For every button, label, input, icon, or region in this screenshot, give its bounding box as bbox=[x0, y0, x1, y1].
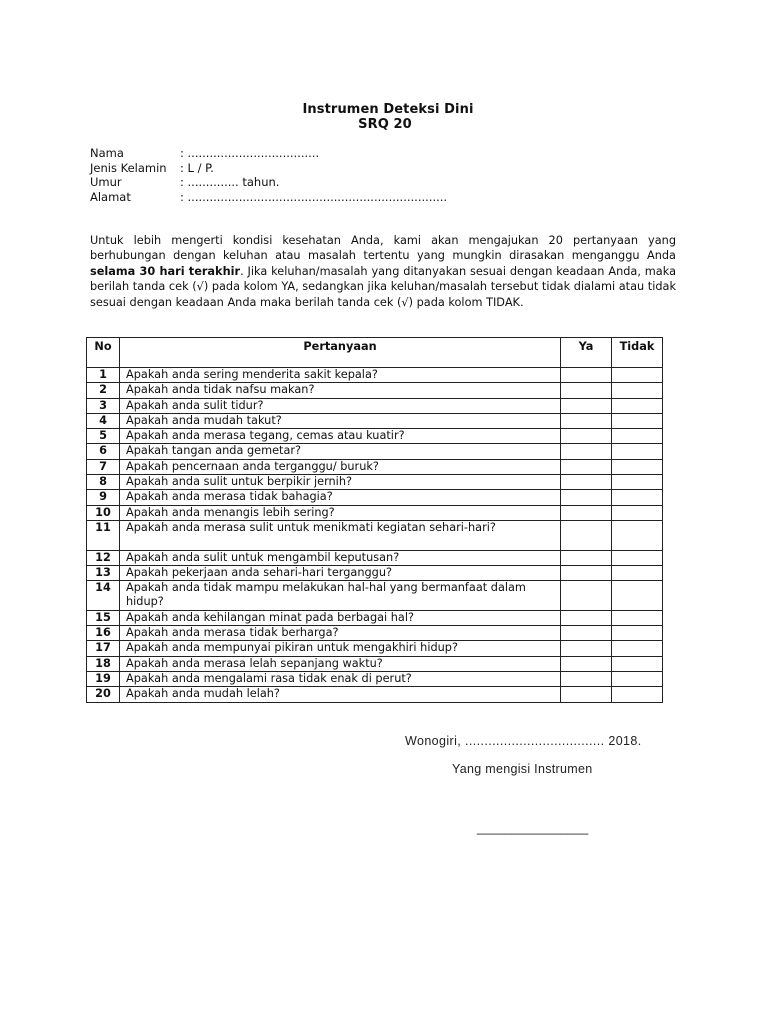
identity-section bbox=[90, 146, 447, 204]
instructions-text-1: Untuk lebih mengerti kondisi kesehatan Anda, kami akan mengajukan 20 pertanyaan yang berhubungan dengan keluhan atau masalah tertentu yang mungkin dirasakan menganggu Anda bbox=[90, 234, 676, 263]
question-text: Apakah anda sulit untuk mengambil keputusan? bbox=[120, 550, 561, 565]
table-row bbox=[87, 687, 663, 702]
answer-ya-cell[interactable] bbox=[561, 550, 612, 565]
answer-tidak-cell[interactable] bbox=[612, 656, 663, 671]
answer-tidak-cell[interactable] bbox=[612, 505, 663, 520]
question-text: Apakah anda sulit tidur? bbox=[120, 398, 561, 413]
table-row bbox=[87, 398, 663, 413]
question-number: 2 bbox=[87, 383, 120, 398]
table-row bbox=[87, 565, 663, 580]
question-text: Apakah anda merasa sulit untuk menikmati kegiatan sehari-hari? bbox=[120, 520, 561, 550]
answer-tidak-cell[interactable] bbox=[612, 398, 663, 413]
question-text: Apakah pekerjaan anda sehari-hari terganggu? bbox=[120, 565, 561, 580]
answer-ya-cell[interactable] bbox=[561, 398, 612, 413]
answer-tidak-cell[interactable] bbox=[612, 475, 663, 490]
question-text: Apakah anda kehilangan minat pada berbagai hal? bbox=[120, 610, 561, 625]
identity-label: Alamat bbox=[90, 189, 131, 204]
question-number: 17 bbox=[87, 641, 120, 656]
answer-ya-cell[interactable] bbox=[561, 641, 612, 656]
answer-tidak-cell[interactable] bbox=[612, 490, 663, 505]
answer-ya-cell[interactable] bbox=[561, 520, 612, 550]
table-row bbox=[87, 610, 663, 625]
answer-ya-cell[interactable] bbox=[561, 687, 612, 702]
place-date: Wonogiri, .................................... 2018. bbox=[405, 734, 642, 748]
answer-ya-cell[interactable] bbox=[561, 383, 612, 398]
table-row bbox=[87, 505, 663, 520]
question-number: 5 bbox=[87, 429, 120, 444]
question-text: Apakah anda merasa tidak berharga? bbox=[120, 626, 561, 641]
answer-ya-cell[interactable] bbox=[561, 671, 612, 686]
identity-label: Nama bbox=[90, 146, 124, 160]
question-number: 4 bbox=[87, 413, 120, 428]
answer-tidak-cell[interactable] bbox=[612, 626, 663, 641]
header-no: No bbox=[87, 338, 120, 368]
table-row bbox=[87, 641, 663, 656]
identity-row-name bbox=[90, 146, 447, 161]
answer-tidak-cell[interactable] bbox=[612, 581, 663, 611]
answer-ya-cell[interactable] bbox=[561, 490, 612, 505]
answer-ya-cell[interactable] bbox=[561, 505, 612, 520]
table-row bbox=[87, 444, 663, 459]
question-number: 16 bbox=[87, 626, 120, 641]
question-text: Apakah anda merasa lelah sepanjang waktu? bbox=[120, 656, 561, 671]
question-text: Apakah anda mengalami rasa tidak enak di perut? bbox=[120, 671, 561, 686]
question-number: 10 bbox=[87, 505, 120, 520]
answer-ya-cell[interactable] bbox=[561, 656, 612, 671]
question-text: Apakah anda mudah takut? bbox=[120, 413, 561, 428]
header-question: Pertanyaan bbox=[120, 338, 561, 368]
answer-tidak-cell[interactable] bbox=[612, 671, 663, 686]
question-number: 19 bbox=[87, 671, 120, 686]
question-number: 1 bbox=[87, 368, 120, 383]
answer-ya-cell[interactable] bbox=[561, 429, 612, 444]
table-row bbox=[87, 429, 663, 444]
answer-ya-cell[interactable] bbox=[561, 610, 612, 625]
question-number: 7 bbox=[87, 459, 120, 474]
identity-row-address bbox=[90, 190, 447, 205]
question-number: 14 bbox=[87, 581, 120, 611]
answer-tidak-cell[interactable] bbox=[612, 413, 663, 428]
answer-tidak-cell[interactable] bbox=[612, 565, 663, 580]
question-text: Apakah anda merasa tegang, cemas atau kuatir? bbox=[120, 429, 561, 444]
table-row bbox=[87, 413, 663, 428]
question-text: Apakah anda mudah lelah? bbox=[120, 687, 561, 702]
question-number: 12 bbox=[87, 550, 120, 565]
document-subtitle: SRQ 20 bbox=[358, 117, 412, 132]
answer-ya-cell[interactable] bbox=[561, 413, 612, 428]
instructions-text-2: . Jika keluhan/masalah yang ditanyakan sesuai dengan keadaan Anda, maka berilah tanda cek (√) pada kolom YA, sedangkan jika keluhan/masalah tersebut tidak dialami atau tidak sesuai dengan keadaan Anda maka berilah tanda cek (√) pada kolom TIDAK. bbox=[90, 264, 676, 309]
answer-ya-cell[interactable] bbox=[561, 581, 612, 611]
question-text: Apakah anda tidak mampu melakukan hal-hal yang bermanfaat dalam hidup? bbox=[120, 581, 561, 611]
answer-ya-cell[interactable] bbox=[561, 459, 612, 474]
question-number: 9 bbox=[87, 490, 120, 505]
document-title: Instrumen Deteksi Dini bbox=[302, 102, 474, 117]
answer-tidak-cell[interactable] bbox=[612, 687, 663, 702]
question-text: Apakah anda sulit untuk berpikir jernih? bbox=[120, 475, 561, 490]
answer-tidak-cell[interactable] bbox=[612, 429, 663, 444]
signature-line[interactable]: ________________ bbox=[477, 821, 589, 835]
identity-value-age[interactable]: : .............. tahun. bbox=[180, 175, 280, 190]
question-text: Apakah anda mempunyai pikiran untuk mengakhiri hidup? bbox=[120, 641, 561, 656]
question-number: 11 bbox=[87, 520, 120, 550]
table-row bbox=[87, 520, 663, 550]
table-row bbox=[87, 671, 663, 686]
table-row bbox=[87, 581, 663, 611]
answer-ya-cell[interactable] bbox=[561, 368, 612, 383]
identity-label: Jenis Kelamin bbox=[90, 160, 167, 175]
answer-tidak-cell[interactable] bbox=[612, 610, 663, 625]
answer-ya-cell[interactable] bbox=[561, 565, 612, 580]
question-text: Apakah anda tidak nafsu makan? bbox=[120, 383, 561, 398]
question-number: 20 bbox=[87, 687, 120, 702]
identity-label: Umur bbox=[90, 175, 122, 190]
answer-ya-cell[interactable] bbox=[561, 626, 612, 641]
question-text: Apakah tangan anda gemetar? bbox=[120, 444, 561, 459]
header-tidak: Tidak bbox=[612, 338, 663, 368]
answer-tidak-cell[interactable] bbox=[612, 550, 663, 565]
question-number: 8 bbox=[87, 475, 120, 490]
questionnaire-table bbox=[86, 337, 663, 703]
table-row bbox=[87, 490, 663, 505]
answer-tidak-cell[interactable] bbox=[612, 444, 663, 459]
table-row bbox=[87, 656, 663, 671]
table-row bbox=[87, 383, 663, 398]
signer-label: Yang mengisi Instrumen bbox=[452, 762, 593, 776]
identity-value-name[interactable]: : .................................... bbox=[180, 146, 320, 160]
question-text: Apakah anda sering menderita sakit kepala? bbox=[120, 368, 561, 383]
question-text: Apakah anda menangis lebih sering? bbox=[120, 505, 561, 520]
answer-tidak-cell[interactable] bbox=[612, 383, 663, 398]
identity-row-age bbox=[90, 175, 447, 190]
question-number: 15 bbox=[87, 610, 120, 625]
table-row bbox=[87, 368, 663, 383]
table-header-row bbox=[87, 338, 663, 368]
identity-value-address[interactable]: : ....................................................................... bbox=[180, 189, 448, 204]
answer-tidak-cell[interactable] bbox=[612, 459, 663, 474]
question-number: 6 bbox=[87, 444, 120, 459]
identity-value-gender[interactable]: : L / P. bbox=[180, 160, 214, 175]
table-row bbox=[87, 626, 663, 641]
question-number: 18 bbox=[87, 656, 120, 671]
answer-tidak-cell[interactable] bbox=[612, 641, 663, 656]
instructions-bold-period: selama 30 hari terakhir bbox=[90, 264, 241, 278]
table-row bbox=[87, 550, 663, 565]
question-number: 13 bbox=[87, 565, 120, 580]
question-text: Apakah pencernaan anda terganggu/ buruk? bbox=[120, 459, 561, 474]
answer-ya-cell[interactable] bbox=[561, 444, 612, 459]
table-row bbox=[87, 459, 663, 474]
answer-tidak-cell[interactable] bbox=[612, 368, 663, 383]
instructions-paragraph bbox=[90, 233, 676, 310]
question-number: 3 bbox=[87, 398, 120, 413]
answer-tidak-cell[interactable] bbox=[612, 520, 663, 550]
answer-ya-cell[interactable] bbox=[561, 475, 612, 490]
question-text: Apakah anda merasa tidak bahagia? bbox=[120, 490, 561, 505]
table-row bbox=[87, 475, 663, 490]
identity-row-gender bbox=[90, 161, 447, 176]
header-ya: Ya bbox=[561, 338, 612, 368]
